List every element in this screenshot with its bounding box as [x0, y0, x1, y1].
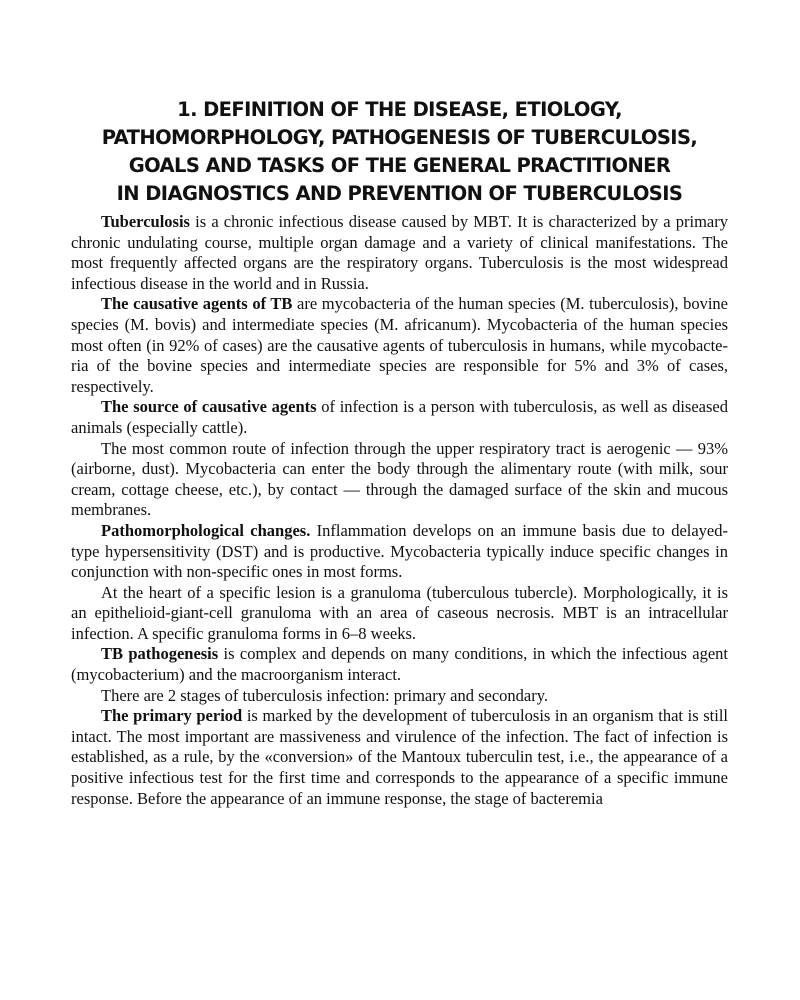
paragraph-text: is complex and depends on many conditions, in which the infectious agent (mycobacterium) and the macroorganism interact.	[71, 644, 729, 685]
paragraph-text: of infection is a person with tuberculosis, as well as diseased animals (especially cattle).	[71, 397, 728, 437]
paragraph-lead: The source of causative agents	[101, 397, 317, 417]
paragraph-source	[71, 397, 728, 438]
chapter-title-line: GOALS AND TASKS OF THE GENERAL PRACTITIONER	[128, 154, 671, 177]
chapter-title-line: 1. DEFINITION OF THE DISEASE, ETIOLOGY,	[177, 98, 622, 121]
paragraph-route	[71, 439, 728, 521]
paragraph-causative-agents	[71, 294, 728, 397]
paragraph-pathomorphology	[71, 521, 728, 583]
chapter-title-line: IN DIAGNOSTICS AND PREVENTION OF TUBERCULOSIS	[116, 182, 683, 205]
paragraph-pathogenesis	[71, 644, 728, 685]
paragraph-primary-period	[71, 706, 728, 809]
paragraph-text: is marked by the development of tuberculosis in an organism that is still intact. The most important are massiveness and virulence of the infection. The fact of infection is established, as a rule, by the «conversion» of the Mantoux tuberculin test, i.e., the appearance of a positive infectious test for the first time and corresponds to the appearance of a specific immune response. Before the appearance of an immune response, the stage of bacteremia	[71, 706, 728, 808]
paragraph-lead: TB pathogenesis	[101, 644, 219, 664]
paragraph-text: There are 2 stages of tuberculosis infection: primary and secondary.	[101, 685, 549, 705]
body-text	[71, 212, 728, 809]
paragraph-lead: Tuberculosis	[101, 212, 190, 231]
paragraph-text: is a chronic infectious disease caused by MBT. It is characterized by a primary chronic undulating course, multiple organ damage and a variety of clinical manifestations. The most frequently affected organs are the respiratory organs. Tuberculosis is the most widespread infectious disease in the world and in Russia.	[71, 212, 728, 293]
chapter-title-line: PATHOMORPHOLOGY, PATHOGENESIS OF TUBERCULOSIS,	[101, 126, 698, 149]
paragraph-granuloma	[71, 583, 728, 645]
paragraph-lead: The causative agents of TB	[101, 294, 293, 314]
paragraph-text: The most common route of infection through the upper respiratory tract is aerogenic — 93% (airborne, dust). Mycobacteria can enter the body through the alimentary route (with milk, sour cream, cottage cheese, etc.), by contact — through the damaged surface of the skin and mucous membranes.	[71, 438, 728, 520]
paragraph-text: Inflammation develops on an immune basis due to delayed-type hypersensitivity (DST) and is productive. Mycobacteria typically induce specific changes in conjunction with non-specific ones in most forms.	[71, 520, 728, 582]
paragraph-definition	[71, 212, 728, 294]
paragraph-lead: The primary period	[101, 706, 243, 726]
paragraph-text: are mycobacteria of the human species (M. tuberculosis), bovine species (M. bovis) and intermediate species (M. africanum). Mycobacteria of the human species most often (in 92% of cases) are the causative agents of tuberculosis in humans, while mycobacteria of the bovine species and intermediate species are responsible for 5% and 3% of cases, respectively.	[71, 294, 728, 396]
paragraph-text: At the heart of a specific lesion is a granuloma (tuberculous tubercle). Morphologically, it is an epithelioid-giant-cell granuloma with an area of caseous necrosis. MBT is an intracellular infection. A specific granuloma forms in 6–8 weeks.	[71, 582, 728, 643]
paragraph-stages	[71, 686, 728, 707]
chapter-title	[71, 96, 728, 208]
document-page	[71, 96, 728, 809]
paragraph-lead: Pathomorphological changes.	[101, 520, 311, 540]
